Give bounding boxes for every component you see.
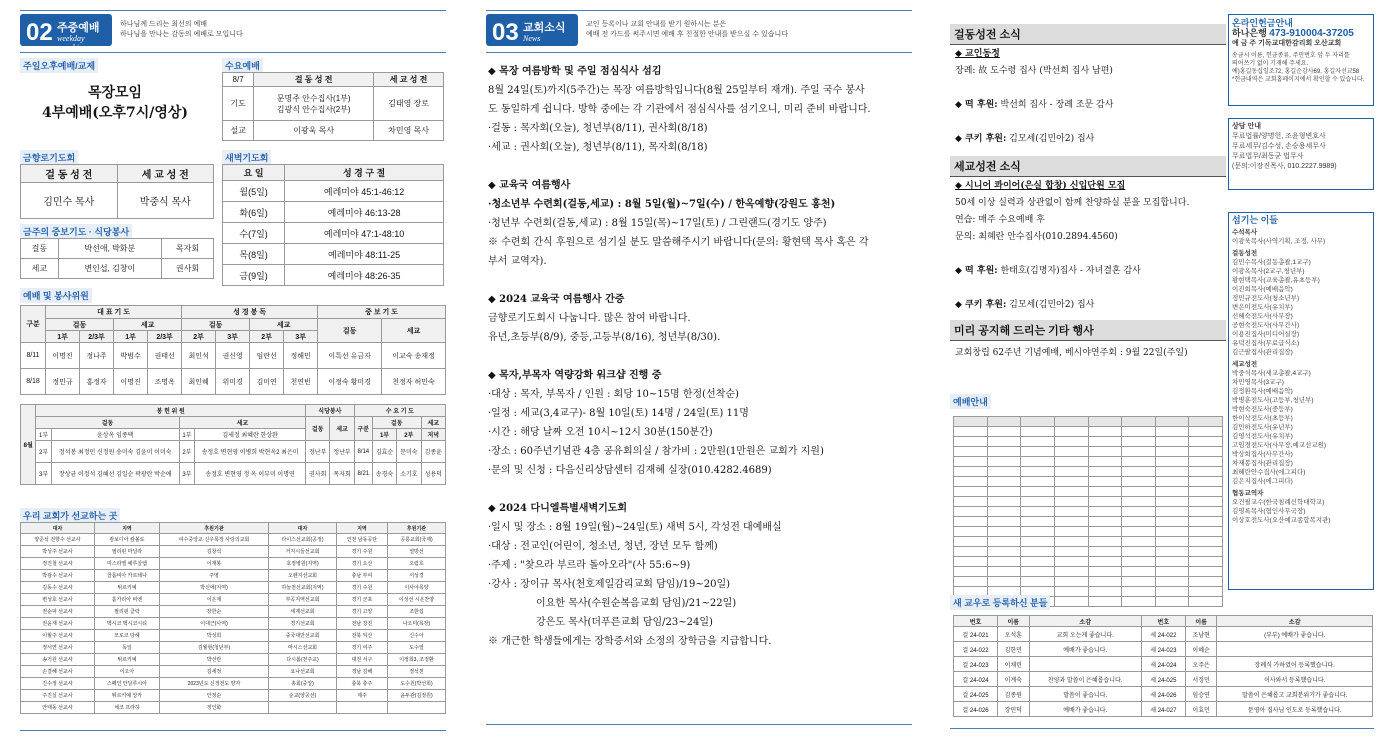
worship-grid-row <box>954 537 1223 547</box>
page3-header-rule <box>486 52 912 53</box>
staff-item: 공현숙전도사(사무간사) <box>1232 322 1300 329</box>
page2-title: 주중예배 <box>57 22 100 34</box>
staff-item: 이진희목사(예배음악) <box>1232 286 1293 293</box>
page3-title: 교회소식 <box>523 22 566 34</box>
mission-row: 박광수 선교사 콜롬비아 카르테나 주영 오렌지선교회 충남 부여 서성경 <box>21 570 446 582</box>
worship-grid-row <box>954 467 1223 477</box>
news-s2-title: ◆ 교육국 여름행사 <box>488 180 571 191</box>
staff-item: 이광옥목사(2교구,청년부) <box>1232 268 1305 275</box>
staff-item: 이상호전도사(오산예교종합복지관) <box>1232 517 1331 524</box>
staff-item: 김근팔집사(관리집장) <box>1232 349 1293 356</box>
worship-grid-row <box>954 427 1223 437</box>
pray-week-table: 걸동 박선애, 박화분 목자회 세교 변인섭, 김창이 권사회 <box>20 238 214 279</box>
fourth-service-text: 4부예배(오후7시/영상) <box>41 105 189 121</box>
staff-item: 유덕진집사(무료급식소) <box>1232 340 1300 347</box>
page3-number: 03 <box>492 19 519 46</box>
page3-bottom-rule <box>486 724 912 725</box>
worship-grid-row <box>954 437 1223 447</box>
worship-grid-row <box>954 517 1223 527</box>
consult-box: 상담 안내 무료법률/양명헌, 조윤형변호사 무료세무/김수성, 손승용세무사 무료법무/최동균 법무사 (문의:이장진목사, 010.2227.9989) <box>1228 118 1374 190</box>
staff-item: 이용진집사(미디어실장) <box>1232 331 1300 338</box>
staff-item: 정민규전도사(청소년부) <box>1232 295 1300 302</box>
segyo-news-title: 세교성전 소식 <box>950 156 1226 177</box>
news-s3-title: ◆ 2024 교육국 여름행사 간증 <box>488 294 625 305</box>
staff-item: 차민영목사(3교구) <box>1232 379 1284 386</box>
dawn-table: 요 일 성 경 구 절 월(5일) 예레미야 45:1-46:12 화(6일) 예레미야 46:13-28 수(7일) 예레미야 47:1-48:10 목(8일) 예레미야 48:11-25 금(9일) 예레미야 48:26-35 <box>222 164 444 286</box>
staff-item: 신혜숙전도사(사무장) <box>1232 313 1293 320</box>
missions-title: 우리 교회가 선교하는 곳 <box>20 508 120 523</box>
mission-row: 변성호 선교사 홀가리아 비엔 이은재 부곡지역선교회 경기 군포 이성선 시온찬양 <box>21 594 446 606</box>
newcomers-table: 번호 이름 소감 번호 이름 소감 걸 24-021 오석훈 교회 오는게 좋습니다. 세 24-022 조남현 (부부) 예배가 좋습니다. 걸 24-022 김한민 예배가 좋습니다. 세 24-023 이혜순 걸 24-023 이채린 세 24-024 오주은 장례식 가하였어 등록했습니다. 걸 24-024 이계숙 찬양과 말씀이 은혜롭습니다. 세 24-025 서정민 이사와서 등록했습니다. 걸 24-025 김종원 말씀이 좋습니다. 세 24-026 임승연 말씀이 은혜롭고 교회분위기가 좋습니다. 걸 24-026 장민덕 예배가 좋습니다. 세 24-027 이효민 문영아 집사님 인도로 등록했습니다. <box>953 615 1373 717</box>
geol-news-title: 걸동성전 소식 <box>950 24 1226 45</box>
staff-item: 박중식목사(세교총괄,4교구) <box>1232 370 1311 377</box>
mission-row: 김동수 선교사 튀르키예 박신애(지역) 하늘천선교회(지역) 경기 수원 이사야목양 <box>21 582 446 594</box>
missions-table: 대자 지역 후원기관 대자 지역 후원기관 양준석 전향수 선교사 캄보디아 캄볼로 여수중앙교·신우목장 사랑의교회 타이스선교회(공정) 인천 남동공단 공릉교회(국제) 박성주 선교사 필리핀 마닐라 김창석 거지시들선교회 경기 수원 열방선 정진철 선교사 미스라엘 예루살렘 이재봉 호정병원(지역) 경기 오산 오렴호 박광수 선교사 콜롬비아 카르테나 주영 오렌지선교회 충남 부여 서성경 김동수 선교사 튀르키예 박신애(지역) 하늘천선교회(지역) 경기 수원 이사야목양 변성호 선교사 홀가리아 비엔 이은재 부곡지역선교회 경기 군포 이성선 시온찬양 권순덕 선교사 필리핀 클락 장한순 세계선교회 경기 고양 조한섭 권윤재 선교사 멕시코 멕시코시티 이대근(사역) 경기선교회 전남 강진 나오미(목장) 이월주 선교사 모로코 탕헤 박성희 중국대만선교회 전북 익산 신수아 정서연 선교사 독일 김월현(청년부) 마시스선교회 경기 여주 도수열 송기원 선교사 튀르키예 박선란 다시봄(천주교) 대전 서구 이정희3, 조정환 손결혜 선교사 이오아 김세정 요나선교회 경남 김해 정석천 진수정 선교사 스페인 안달루시아 2023년도 신정전도 양자 총회(중앙) 충북 충주 도수원(박선희) 주진실 선교사 튀르키예 앙카 안정순 순교(양공선) 제주 윤두관(김정원) 안태동 선교사 체코 프라하 정인화 <box>20 522 446 714</box>
worship-grid-row <box>954 457 1223 467</box>
staff-item: 박현숙전도사(중등부) <box>1232 406 1293 413</box>
staff-item: 김정환목사(예배음악) <box>1232 388 1293 395</box>
page2-desc: 하나님께 드리는 최선의 예배 하나님을 만나는 감동의 예배로 모입니다 <box>120 21 243 38</box>
segyo-news-body: ◆ 시니어 콰이어(은실 합창) 신입단원 모집 50세 이상 실력과 상관없이 함께 찬양하실 분을 모집합니다. 연습: 매주 수요예배 후 문의: 최혜란 안수집사(010.2894.4560) ◆ 떡 후원: 한태호(김명자)집사 - 자녀결혼 감사 ◆ 쿠키 후원: 김모세(김민아2) 집사 <box>955 181 1190 310</box>
news-s5-title: ◆ 2024 다니엘특별새벽기도회 <box>488 503 628 514</box>
news-s1-title: ◆ 목장 여름방학 및 주일 점심식사 섬김 <box>488 66 662 77</box>
worship-grid-row <box>954 577 1223 587</box>
mission-row: 정서연 선교사 독일 김월현(청년부) 마시스선교회 경기 여주 도수열 <box>21 642 446 654</box>
worship-grid-row <box>954 477 1223 487</box>
page3-desc: 교인 등록이나 교회 안내를 받기 원하시는 분은 예배 전 카드를 써주시면 예배 후 친절한 안내를 받으실 수 있습니다 <box>586 21 789 38</box>
wed-table: 8/7 걸 동 성 전 세 교 성 전 기도 문명주 안수집사(1부) 김광식 안수집사(2부) 김태영 장로 설교 이광욱 목사 차민영 목사 <box>222 72 444 141</box>
wed-title: 수요예배 <box>222 58 263 73</box>
staff-item: 한이삭전도사(초등부) <box>1232 415 1293 422</box>
mission-row: 양준석 전향수 선교사 캄보디아 캄볼로 여수중앙교·신우목장 사랑의교회 타이스선교회(공정) 인천 남동공단 공릉교회(국제) <box>21 534 446 546</box>
online-offering-box: 온라인헌금안내 하나은행 473-910004-37205 예 금 주 기독교대한감리회 오산교회 송금시 이름, 헌금종류, 주민번호 앞 두 자리를 띄어쓰기 없이 기재해 주세요. 예)홍길동십일조72, 홍길순감사69, 홍길자선교58 *헌금내역은 교회홈페이지에서 확인할 수 있습니다. <box>1228 14 1374 106</box>
offer-table: 8월 봉 헌 위 원 식당봉사 수 요 기 도 걸동 세교 걸동 세교 구분 걸동 세교 1부 윤상옥 임종택 1부 김세정 최혜란 한상완 1부 2부 저녁 2부 정석봉 최정민 신정원 송미숙 김윤미 이미숙 2부 송정호 변현영 이병희 박현옥2 최은미 정난부 정난부 8/14 김효순 문미숙 김종윤 3부 장상균 이정석 김혜선 김일순 곽광란 박순애 3부 송정호 변현영 정 옥 이부미 이명연 권사회 목자회 8/21 송경숙 소기호 성용덕 <box>20 404 446 485</box>
pray-week-title: 금주의 중보기도 · 식당봉사 <box>20 224 132 239</box>
mission-row: 권순덕 선교사 필리핀 클락 장한순 세계선교회 경기 고양 조한섭 <box>21 606 446 618</box>
notice-text: 교회창립 62주년 기념예배, 베시야연주회 : 9월 22일(주일) <box>955 348 1188 358</box>
mission-row: 박성주 선교사 필리핀 마닐라 김창석 거지시들선교회 경기 수원 열방선 <box>21 546 446 558</box>
page2-top-rule <box>20 10 446 11</box>
coop-staff-list <box>1232 498 1370 525</box>
worship-grid-row <box>954 547 1223 557</box>
worship-grid-row <box>954 447 1223 457</box>
staff-item: 김은지집사(에그피다) <box>1232 478 1293 485</box>
newcomers-title: 새 교우로 등록하신 분들 <box>950 595 1050 610</box>
dawn-title: 새벽기도회 <box>222 150 271 165</box>
staff-item: 고임경전도사(사무장,예교선교원) <box>1232 442 1327 449</box>
sunday-afternoon-title: 주일오후예배/교제 <box>20 58 98 73</box>
fri-table: 걸 동 성 전 세 교 성 전 김민수 목사 박중식 목사 <box>20 164 214 219</box>
staff-item: 김영석전도사(유치부) <box>1232 433 1293 440</box>
geol-news-body: ◆ 교인동정 장례: 故 도수령 집사 (박선희 집사 남편) ◆ 떡 후원: 박선희 집사 - 장례 조문 감사 ◆ 쿠키 후원: 김모세(김민아2) 집사 <box>955 49 1114 144</box>
mission-row: 권윤재 선교사 멕시코 멕시코시티 이대근(사역) 경기선교회 전남 강진 나오미(목장) <box>21 618 446 630</box>
geol-staff-list <box>1232 258 1370 357</box>
page3-header-badge <box>486 14 578 46</box>
worship-grid-row <box>954 507 1223 517</box>
staff-item: 박병훈전도사(고등부,청년부) <box>1232 397 1314 404</box>
worship-guide-title: 예배안내 <box>950 394 991 409</box>
staff-item: 김민하전도사(유년부) <box>1232 424 1293 431</box>
worship-grid-row <box>954 557 1223 567</box>
worship-grid-row <box>954 567 1223 577</box>
mission-row: 정진철 선교사 미스라엘 예루살렘 이재봉 호정병원(지역) 경기 오산 오렴호 <box>21 558 446 570</box>
worship-grid-row <box>954 487 1223 497</box>
mission-row: 안태동 선교사 체코 프라하 정인화 <box>21 702 446 714</box>
staff-item: 오건필교수(한국침례신학대학교) <box>1232 499 1325 506</box>
staff-item: 변은미전도사(유치부) <box>1232 304 1293 311</box>
mokjang-text: 목장모임 <box>87 85 143 101</box>
staff-item: 차재봉집사(관리집장) <box>1232 460 1293 467</box>
staff-item: 김영록목사(협인사무국장) <box>1232 508 1306 515</box>
page2-bottom-rule <box>20 730 446 731</box>
mission-row: 주진실 선교사 튀르키예 앙카 안정순 순교(양공선) 제주 윤두관(김정원) <box>21 690 446 702</box>
page3-subtitle: News <box>523 34 541 43</box>
segyo-staff-list <box>1232 369 1370 486</box>
news-s4-title: ◆ 목자,부목자 역량강화 워크샵 진행 중 <box>488 370 662 381</box>
mission-row: 이월주 선교사 모로코 탕헤 박성희 중국대만선교회 전북 익산 신수아 <box>21 630 446 642</box>
news-body: ◆ 목장 여름방학 및 주일 점심식사 섬김 8월 24일(토)까지(5주간)는 목장 여름방학입니다(8월 25일부터 재개). 주일 국수 봉사 도 동일하게 쉽니다. 방학 중에는 각 기관에서 점심식사를 섬기오니, 미리 준비 바랍니다. ·걸동 : 목자회(오늘), 청년부(8/11), 권사회(8/18) ·세교 : 권사회(오늘), 청년부(8/11), 목자회(8/18) ◆ 교육국 여름행사 ·청소년부 수련회(걸동,세교) : 8월 5일(월)~7일(수) / 한옥예향(강원도 홍천) ·청년부 수련회(걸동,세교) : 8월 15일(목)~17일(토) / 그린랜드(경기도 양주) ※ 수련회 간식 후원으로 섬기실 분도 말씀해주시기 바랍니다(문의: 황현택 목사 혹은 각 부서 교역자). ◆ 2024 교육국 여름행사 간증 금향로기도회시 나눕니다. 많은 참여 바랍니다. 유년,초등부(8/9), 중등,고등부(8/16), 청년부(8/30). ◆ 목자,부목자 역량강화 워크샵 진행 중 ·대상 : 목자, 부목자 / 인원 : 회당 10~15명 한정(선착순) ·일정 : 세교(3,4교구)- 8월 10일(토) 14명 / 24일(토) 11명 ·시간 : 해당 날짜 오전 10시~12시 30분(150분간) ·장소 : 60주년기념관 4층 공유회의실 / 참가비 : 2만원(1만원은 교회가 지원) ·문의 및 신청 : 다음신리상담센터 김재혜 실장(010.4282.4689) ◆ 2024 다니엘특별새벽기도회 ·일시 및 장소 : 8월 19일(월)~24일(토) 새벽 5시, 각성전 대예배실 ·대상 : 전교인(어린이, 청소년, 청년, 장년 모두 함께) ·주제 : "찾으라 부르라 돌아오라"(사 55:6~9) ·강사 : 장이규 목사(천호제일감리교회 담임)/19~20일) 이요한 목사(수원순복음교회 담임)/21~22일) 강은도 목사(더푸른교회 담임/23~24일) ※ 개근한 학생들에게는 장학증서와 소정의 장학금을 지급합니다. <box>488 62 912 651</box>
service-title: 예배 및 봉사위원 <box>20 288 92 303</box>
page2-subtitle: weekday worship <box>57 34 85 52</box>
mission-row: 진수정 선교사 스페인 안달루시아 2023년도 신정전도 양자 총회(중앙) 충북 충주 도수원(박선희) <box>21 678 446 690</box>
page2-header-rule <box>20 52 446 53</box>
page2-header-badge <box>20 14 112 52</box>
page2-number: 02 <box>26 19 53 46</box>
staff-item: 황현택목사(교육총괄,유초등부) <box>1232 277 1320 284</box>
mission-row: 송기원 선교사 튀르키예 박선란 다시봄(천주교) 대전 서구 이정희3, 조정환 <box>21 654 446 666</box>
worship-grid-row <box>954 527 1223 537</box>
fri-title: 금향로기도회 <box>20 150 78 165</box>
worship-grid-row <box>954 497 1223 507</box>
staff-item: 최혜란안수집사(에그피다) <box>1232 469 1306 476</box>
service-table: 구분 대 표 기 도 성 경 봉 독 중 보 기 도 걸동 세교 걸동 세교 걸동 세교 1부 2/3부 1부 2/3부 2부 3부 2부 3부 8/11 이명진 정나주 박범수 권태선 최인석 권신영 임란선 정해민 이특선 유금자 이교숙 송재정 8/18 정민규 홍정자 이명진 조명옥 최인혜 위미경 김미연 천연빈 이정숙 황미경 천정자 허민숙 <box>20 305 446 395</box>
staff-item: 박상희집사(사무간사) <box>1232 451 1293 458</box>
page3-top-rule <box>486 10 912 11</box>
account-number: 473-910004-37205 <box>1269 28 1354 39</box>
worship-guide-table <box>953 416 1223 607</box>
notice-title: 미리 공지해 드리는 기타 행사 <box>950 320 1226 341</box>
staff-item: 김민수목사(걸동총괄,1교구) <box>1232 259 1311 266</box>
servants-box: 섬기는 이들 수석목사 이광욱목사(사역기획, 조정, 사무) 걸동성전 김민수목사(걸동총괄,1교구) 이광옥목사(2교구,청년부) 황현택목사(교육총괄,유초등부) 이진희목사(예배음악) 정민규전도사(청소년부) 변은미전도사(유치부) 신혜숙전도사(사무장) 공현숙전도사(사무간사) 이용진집사(미디어실장) 유덕진집사(무료급식소) 김근팔집사(관리집장) 세교성전 박중식목사(세교총괄,4교구) 차민영목사(3교구) 김정환목사(예배음악) 박병훈전도사(고등부,청년부) 박현숙전도사(중등부) 한이삭전도사(초등부) 김민하전도사(유년부) 김영석전도사(유치부) 고임경전도사(사무장,예교선교원) 박상희집사(사무간사) 차재봉집사(관리집장) 최혜란안수집사(에그피다) 김은지집사(에그피다) 협동교역자 오건필교수(한국침례신학대학교) 김영록목사(협인사무국장) 이상호전도사(오산예교종합복지관) <box>1228 212 1374 590</box>
page4-bottom-rule <box>950 728 1374 729</box>
mission-row: 손결혜 선교사 이오아 김세정 요나선교회 경남 김해 정석천 <box>21 666 446 678</box>
worship-grid-row <box>954 417 1223 427</box>
